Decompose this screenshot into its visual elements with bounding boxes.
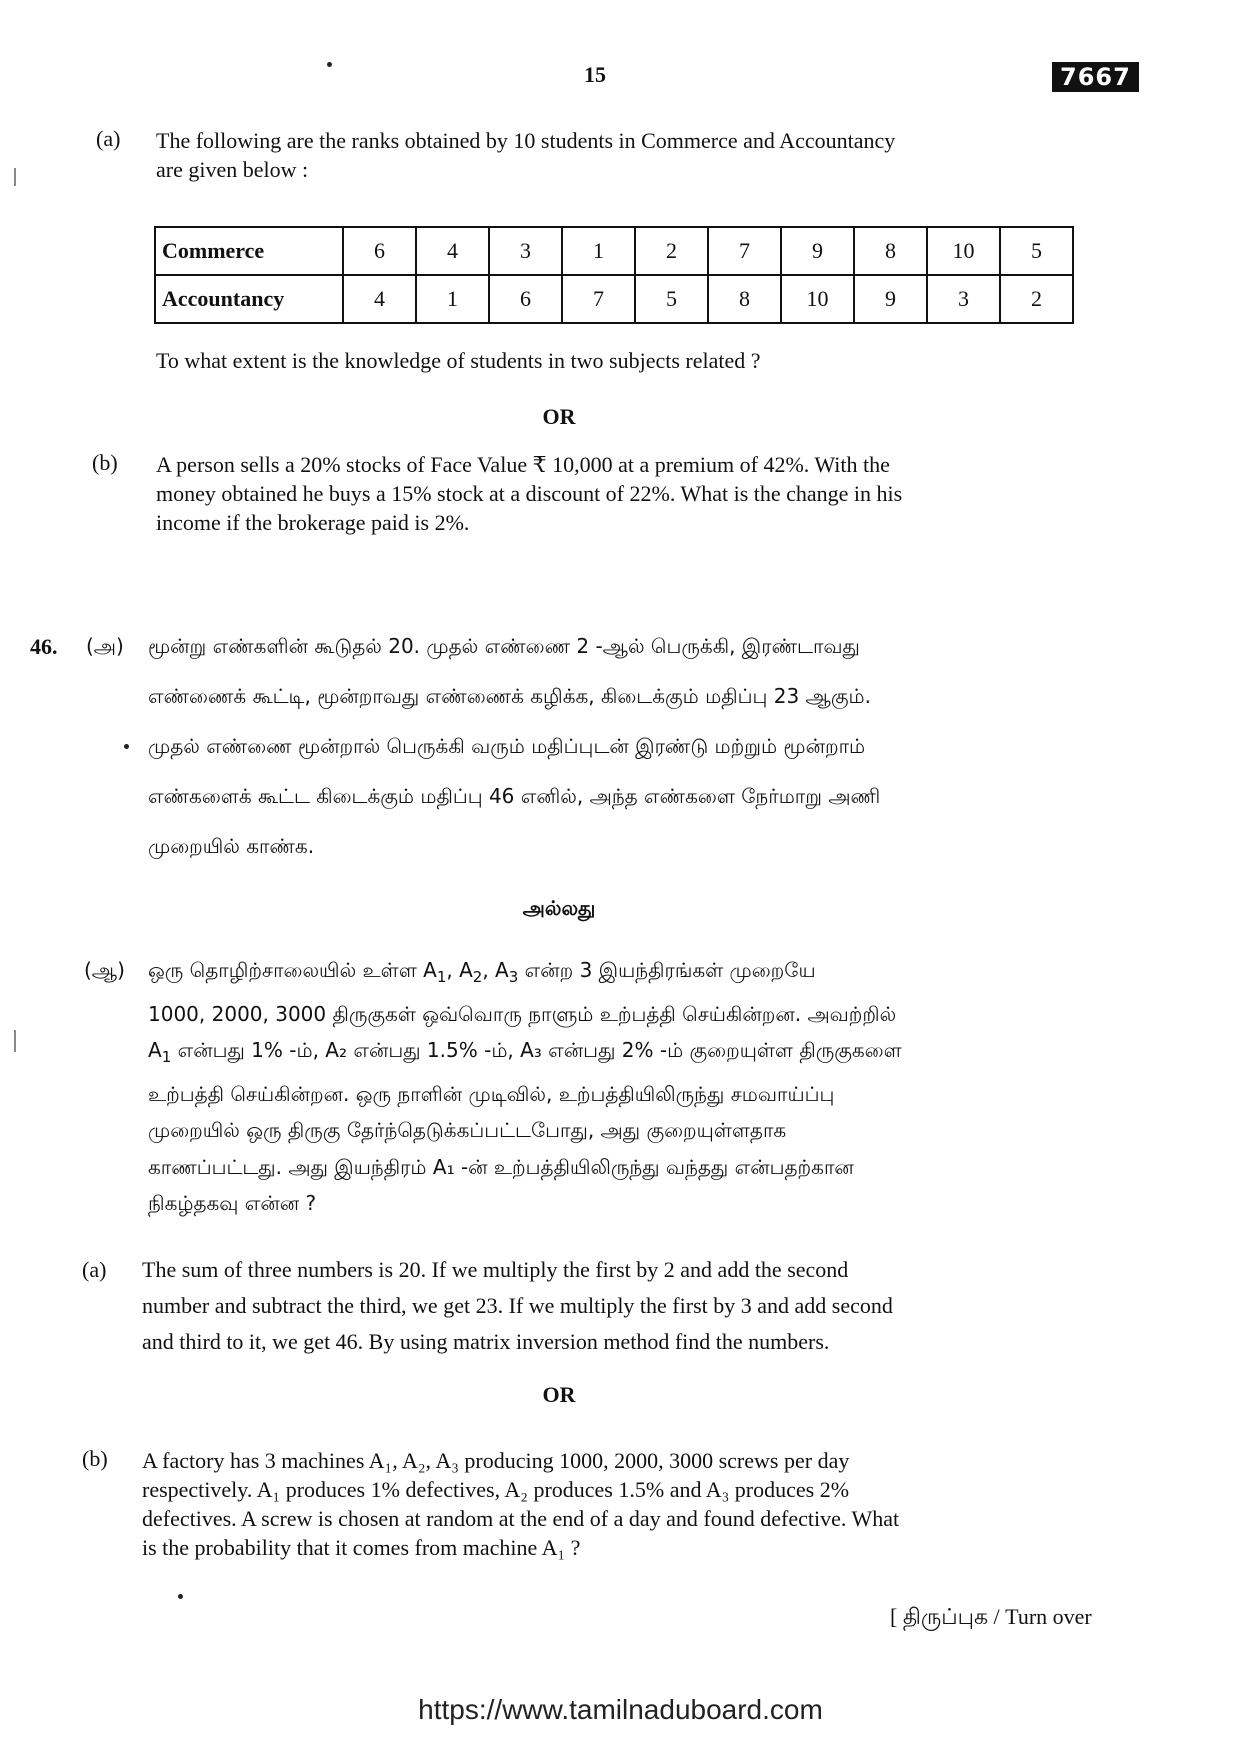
ta-or-divider: அல்லது <box>522 896 596 920</box>
scan-dot <box>327 62 332 67</box>
q46-ta-a-text: மூன்று எண்களின் கூடுதல் 20. முதல் எண்ணை 2 -ஆல் பெருக்கி, இரண்டாவது எண்ணைக் கூட்டி, மூன்றாவது எண்ணைக் கழிக்க, கிடைக்கும் மதிப்பு 23 ஆகும். முதல் எண்ணை மூன்றால் பெருக்கி வரும் மதிப்புடன் இரண்டு மற்றும் மூன்றாம் எண்களைக் கூட்ட கிடைக்கும் மதிப்பு 46 எனில், அந்த எண்களை நேர்மாறு அணி முறையில் காண்க. <box>148 634 881 858</box>
site-url-link[interactable]: https://www.tamilnaduboard.com <box>418 1694 823 1725</box>
table-cell: 1 <box>562 227 635 275</box>
rank-table <box>154 226 1074 324</box>
or-divider: OR <box>542 404 576 429</box>
q45-a-question: To what extent is the knowledge of students in two subjects related ? <box>156 348 761 373</box>
table-cell: 7 <box>562 275 635 323</box>
q46-en-b-label: (b) <box>82 1446 108 1471</box>
table-cell: 10 <box>781 275 854 323</box>
row-label: Commerce <box>155 227 343 275</box>
q46-ta-a-label: (அ) <box>86 634 124 658</box>
q45-a-text: The following are the ranks obtained by 10 students in Commerce and Accountancy are given below : <box>156 128 896 182</box>
turn-over-note: [ திருப்புக / Turn over <box>890 1604 1092 1629</box>
table-cell: 2 <box>1000 275 1073 323</box>
table-row <box>155 227 1073 275</box>
margin-mark <box>14 1030 16 1052</box>
table-row <box>155 275 1073 323</box>
table-cell: 4 <box>343 275 416 323</box>
table-cell: 4 <box>416 227 489 275</box>
q45-a-label: (a) <box>96 126 121 151</box>
table-cell: 9 <box>854 275 927 323</box>
q46-en-b-text: A factory has 3 machines A₁, A₂, A₃ producing 1000, 2000, 3000 screws per day respectively. A₁ produces 1% defectives, A₂ produces 1.5% and A₃ produces 2% defectives. A screw is chosen at random at the end of a day and found defective. What is the probability that it comes from machine A₁ ? <box>142 1448 900 1560</box>
q46-number: 46. <box>30 634 58 659</box>
q46-ta-b-label: (ஆ) <box>84 958 125 982</box>
ta-b-line: $A_1$ என்பது 1% -ம், A₂ என்பது 1.5% -ம், A₃ என்பது 2% -ம் குறையுள்ள திருகுகளை <box>148 1038 902 1066</box>
table-cell: 8 <box>708 275 781 323</box>
q46-ta-b-text: ஒரு தொழிற்சாலையில் உள்ள $A_1$, $A_2$, $A_3$ என்ற 3 இயந்திரங்கள் முறையே 1000, 2000, 3000 திருகுகள் ஒவ்வொரு நாளும் உற்பத்தி செய்கின்றன. அவற்றில் $A_1$ என்பது 1% -ம், A₂ என்பது 1.5% -ம், A₃ என்பது 2% -ம் குறையுள்ள திருகுகளை உற்பத்தி செய்கின்றன. ஒரு நாளின் முடிவில், உற்பத்தியிலிருந்து சமவாய்ப்பு முறையில் ஒரு திருகு தேர்ந்தெடுக்கப்பட்டபோது, அது குறையுள்ளதாக காணப்பட்டது. அது இயந்திரம் A₁ -ன் உற்பத்தியிலிருந்து வந்தது என்பதற்கான நிகழ்தகவு என்ன ? <box>148 952 1108 1222</box>
table-cell: 8 <box>854 227 927 275</box>
table-cell: 9 <box>781 227 854 275</box>
row-label: Accountancy <box>155 275 343 323</box>
table-cell: 6 <box>343 227 416 275</box>
scan-dot <box>178 1594 183 1599</box>
ta-b-line: ஒரு தொழிற்சாலையில் உள்ள $A_1$, $A_2$, $A_3$ என்ற 3 இயந்திரங்கள் முறையே <box>148 958 816 986</box>
margin-mark <box>14 168 16 186</box>
q46-en-a-label: (a) <box>82 1257 107 1282</box>
scan-dot <box>124 744 129 749</box>
page-number: 15 <box>584 62 606 87</box>
table-cell: 5 <box>1000 227 1073 275</box>
table-cell: 1 <box>416 275 489 323</box>
table-cell: 6 <box>489 275 562 323</box>
table-cell: 5 <box>635 275 708 323</box>
table-cell: 3 <box>489 227 562 275</box>
table-cell: 7 <box>708 227 781 275</box>
table-cell: 3 <box>927 275 1000 323</box>
table-cell: 10 <box>927 227 1000 275</box>
paper-code-badge: 7667 <box>1052 62 1139 92</box>
q46-en-a-text: The sum of three numbers is 20. If we multiply the first by 2 and add the second number and subtract the third, we get 23. If we multiply the first by 3 and add second and third to it, we get 46. By using matrix inversion method find the numbers. <box>142 1257 893 1354</box>
table-cell: 2 <box>635 227 708 275</box>
q45-b-text: A person sells a 20% stocks of Face Value ₹ 10,000 at a premium of 42%. With the money obtained he buys a 15% stock at a discount of 22%. What is the change in his income if the brokerage paid is 2%. <box>156 452 903 535</box>
q45-b-label: (b) <box>92 450 118 475</box>
or-divider: OR <box>542 1382 576 1407</box>
rank-table-wrap <box>154 226 1074 324</box>
